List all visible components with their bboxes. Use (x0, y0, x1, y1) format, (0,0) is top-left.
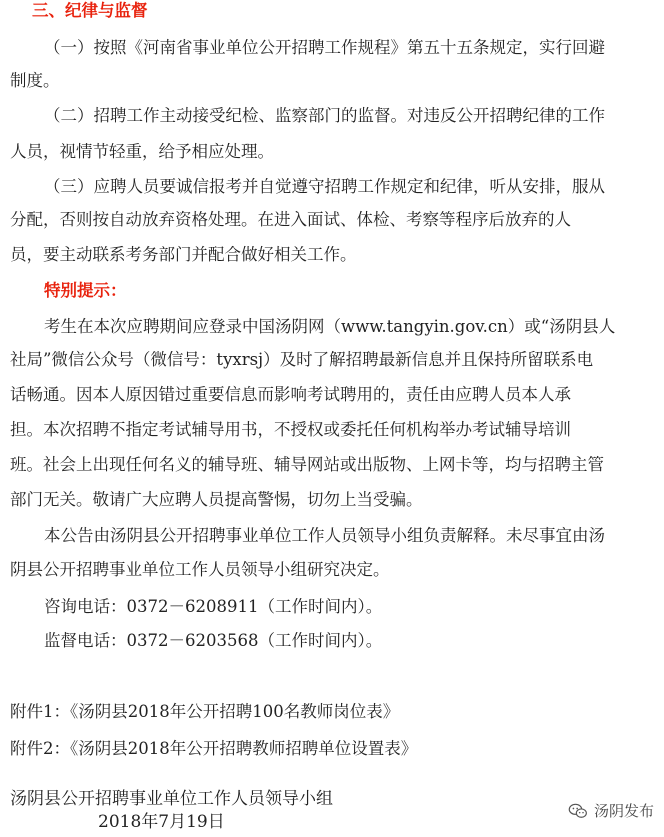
heading-discipline: 三、纪律与监督 (32, 1, 148, 20)
attachment-2: 附件2：《汤阴县2018年公开招聘教师招聘单位设置表》 (10, 739, 418, 758)
signature-org: 汤阴县公开招聘事业单位工作人员领导小组 (10, 789, 333, 809)
watermark (568, 800, 654, 821)
heading-special-notice: 特别提示： (44, 281, 127, 300)
paragraph-line: （三）应聘人员要诚信报考并自觉遵守招聘工作规定和纪律，听从安排，服从 (44, 177, 605, 196)
paragraph-line: 本公告由汤阴县公开招聘事业单位工作人员领导小组负责解释。未尽事宜由汤 (44, 526, 605, 545)
paragraph-line: 阴县公开招聘事业单位工作人员领导小组研究决定。 (10, 560, 390, 579)
paragraph-line: 制度。 (10, 71, 60, 90)
paragraph-line: 部门无关。敬请广大应聘人员提高警惕，切勿上当受骗。 (10, 490, 423, 509)
paragraph-line: 社局”微信公众号（微信号：tyxrsj）及时了解招聘最新信息并且保持所留联系电 (10, 350, 594, 369)
consult-phone: 咨询电话：0372－6208911（工作时间内）。 (44, 597, 383, 616)
paragraph-line: （一）按照《河南省事业单位公开招聘工作规程》第五十五条规定，实行回避 (44, 38, 605, 57)
paragraph-line: （二）招聘工作主动接受纪检、监察部门的监督。对违反公开招聘纪律的工作 (44, 106, 605, 125)
supervise-phone: 监督电话：0372－6203568（工作时间内）。 (44, 631, 383, 650)
paragraph-line: 人员，视情节轻重，给予相应处理。 (10, 142, 274, 161)
paragraph-line: 担。本次招聘不指定考试辅导用书，不授权或委托任何机构举办考试辅导培训 (10, 420, 571, 439)
paragraph-line: 员，要主动联系考务部门并配合做好相关工作。 (10, 245, 357, 264)
wechat-icon (568, 801, 588, 821)
paragraph-line: 班。社会上出现任何名义的辅导班、辅导网站或出版物、上网卡等，均与招聘主管 (10, 455, 604, 474)
watermark-label: 汤阴发布 (593, 802, 654, 820)
paragraph-line: 分配，否则按自动放弃资格处理。在进入面试、体检、考察等程序后放弃的人 (10, 210, 571, 229)
attachment-1: 附件1：《汤阴县2018年公开招聘100名教师岗位表》 (10, 702, 400, 721)
paragraph-line: 考生在本次应聘期间应登录中国汤阴网（www.tangyin.gov.cn）或“汤阴县人 (44, 317, 616, 336)
signature-date: 2018年7月19日 (98, 812, 225, 832)
paragraph-line: 话畅通。因本人原因错过重要信息而影响考试聘用的，责任由应聘人员本人承 (10, 385, 571, 404)
